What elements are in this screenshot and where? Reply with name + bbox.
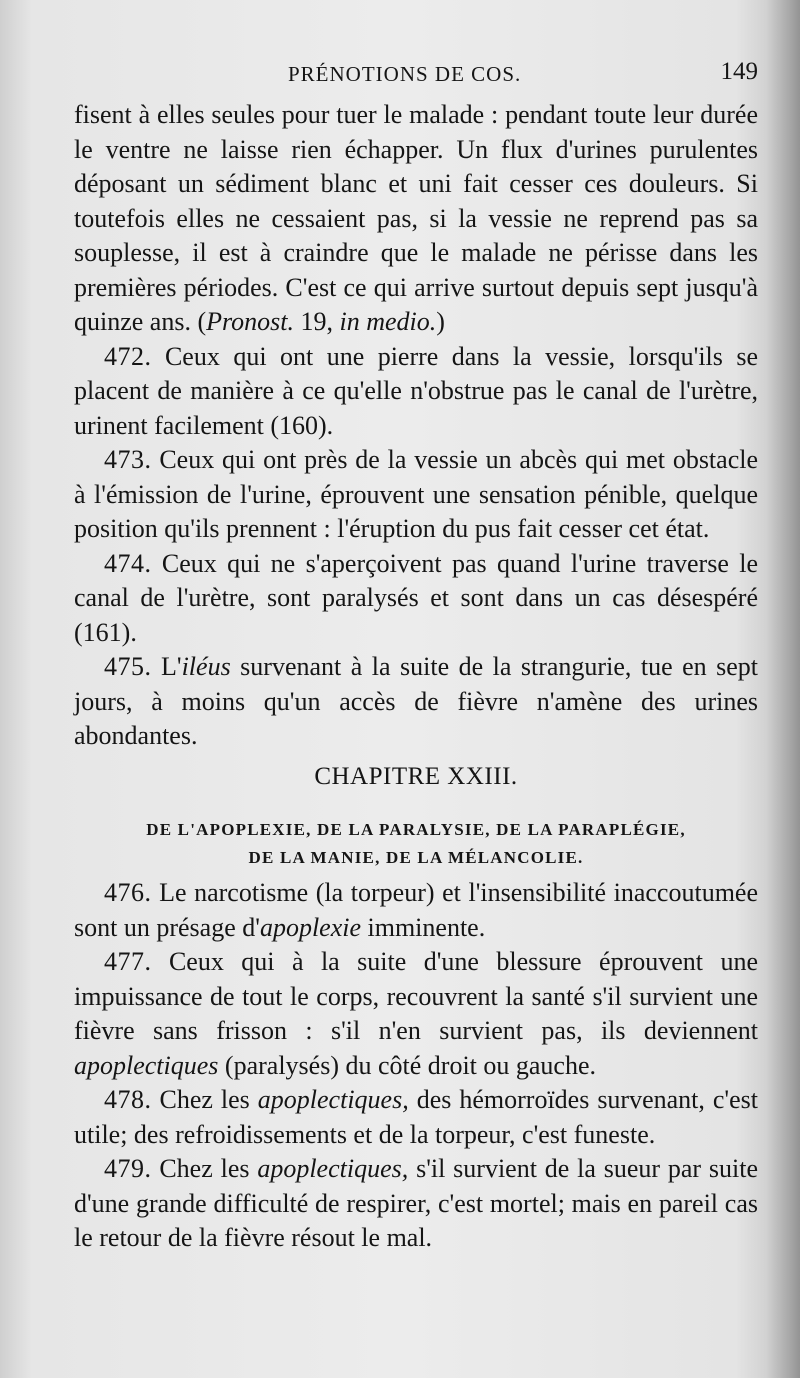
aphorism-472 bbox=[74, 340, 758, 444]
aphorism-476 bbox=[74, 876, 758, 945]
aphorism-italic: apoplectiques, bbox=[257, 1154, 409, 1183]
aphorism-italic: apoplexie bbox=[259, 912, 362, 942]
reference-number: 19, bbox=[294, 307, 340, 336]
aphorism-477 bbox=[74, 945, 758, 1083]
aphorism-number: 479. bbox=[104, 1154, 152, 1183]
aphorism-text: Ceux qui ont une pierre dans la vessie, lorsqu'ils se placent de manière à ce qu'elle n'obstrue pas le canal de l'urètre, urinent facilement (160). bbox=[74, 341, 759, 440]
chapter-title: CHAPITRE XXIII. bbox=[314, 762, 518, 790]
aphorism-text-post: des hémorroïdes survenant, c'est utile; des refroidissements et de la torpeur, c'est funeste. bbox=[74, 1085, 758, 1149]
page-number: 149 bbox=[720, 58, 758, 85]
page-spine-shadow bbox=[766, 0, 800, 1378]
aphorism-text-pre: L' bbox=[161, 652, 182, 681]
aphorism-text: survenant à la suite de la strangurie, tue en sept jours, à moins qu'un accès de fièvre n'amène des urines abondantes. bbox=[74, 652, 759, 750]
page-header bbox=[74, 58, 758, 94]
aphorism-number: 478. bbox=[104, 1085, 152, 1114]
aphorism-text-post: s'il survient de la sueur par suite d'une grande difficulté de respirer, c'est mortel; mais en pareil cas le retour de la fièvre résout le mal. bbox=[74, 1154, 759, 1252]
aphorism-479 bbox=[74, 1152, 758, 1256]
aphorism-text-post: imminente. bbox=[361, 912, 486, 942]
reference-italic-2: in medio. bbox=[339, 307, 437, 336]
aphorism-text-pre: Chez les bbox=[159, 1085, 258, 1114]
reference-close: ) bbox=[436, 307, 445, 336]
aphorism-text-pre: Le narcotisme (la torpeur) et l'insensibilité inaccoutumée sont un présage d' bbox=[74, 878, 758, 942]
aphorism-475 bbox=[74, 650, 758, 754]
aphorism-italic: apoplectiques bbox=[74, 1050, 219, 1080]
paragraph-text: fisent à elles seules pour tuer le malade : pendant toute leur durée le ventre ne laisse rien échapper. Un flux d'urines purulentes déposant un sédiment blanc et uni fait cesser ces douleurs. Si toutefois elles ne cessaient pas, si la vessie ne reprend pas sa souplesse, il est à craindre que le malade ne périsse dans les premières périodes. C'est ce qui arrive surtout depuis sept jusqu'à quinze ans. ( bbox=[74, 100, 758, 336]
body-text bbox=[74, 98, 758, 1256]
aphorism-text-pre: Chez les bbox=[159, 1154, 258, 1183]
aphorism-text: Ceux qui ont près de la vessie un abcès qui met obstacle à l'émission de l'urine, éprouvent une sensation pénible, quelque position qu'ils prennent : l'éruption du pus fait cesser cet état. bbox=[74, 445, 759, 543]
aphorism-number: 476. bbox=[104, 878, 152, 907]
aphorism-number: 474. bbox=[104, 548, 152, 578]
aphorism-italic: iléus bbox=[181, 652, 231, 681]
aphorism-number: 472. bbox=[104, 341, 152, 371]
running-title: PRÉNOTIONS DE COS. bbox=[288, 62, 522, 86]
aphorism-text: Ceux qui ne s'aperçoivent pas quand l'urine traverse le canal de l'urètre, sont paralysés et sont dans un cas désespéré (161). bbox=[74, 548, 758, 647]
chapter-subtitle-line-1: DE L'APOPLEXIE, DE LA PARALYSIE, DE LA PARAPLÉGIE, bbox=[146, 820, 686, 839]
aphorism-number: 475. bbox=[104, 652, 152, 681]
aphorism-number: 473. bbox=[104, 445, 152, 474]
aphorism-474 bbox=[74, 547, 758, 651]
chapter-subtitle-line-2: DE LA MANIE, DE LA MÉLANCOLIE. bbox=[248, 848, 584, 867]
aphorism-number: 477. bbox=[104, 947, 152, 976]
aphorism-text-pre: Ceux qui à la suite d'une blessure éprouvent une impuissance de tout le corps, recouvrent la santé s'il survient une fièvre sans frisson : s'il n'en survient pas, ils deviennent bbox=[74, 947, 758, 1045]
reference-italic: Pronost. bbox=[206, 307, 295, 336]
chapter-subtitle bbox=[74, 816, 758, 872]
aphorism-478 bbox=[74, 1083, 758, 1152]
aphorism-473 bbox=[74, 443, 758, 547]
aphorism-italic: apoplectiques, bbox=[257, 1085, 409, 1114]
aphorism-text-post: (paralysés) du côté droit ou gauche. bbox=[218, 1050, 597, 1080]
continued-paragraph bbox=[74, 98, 758, 340]
